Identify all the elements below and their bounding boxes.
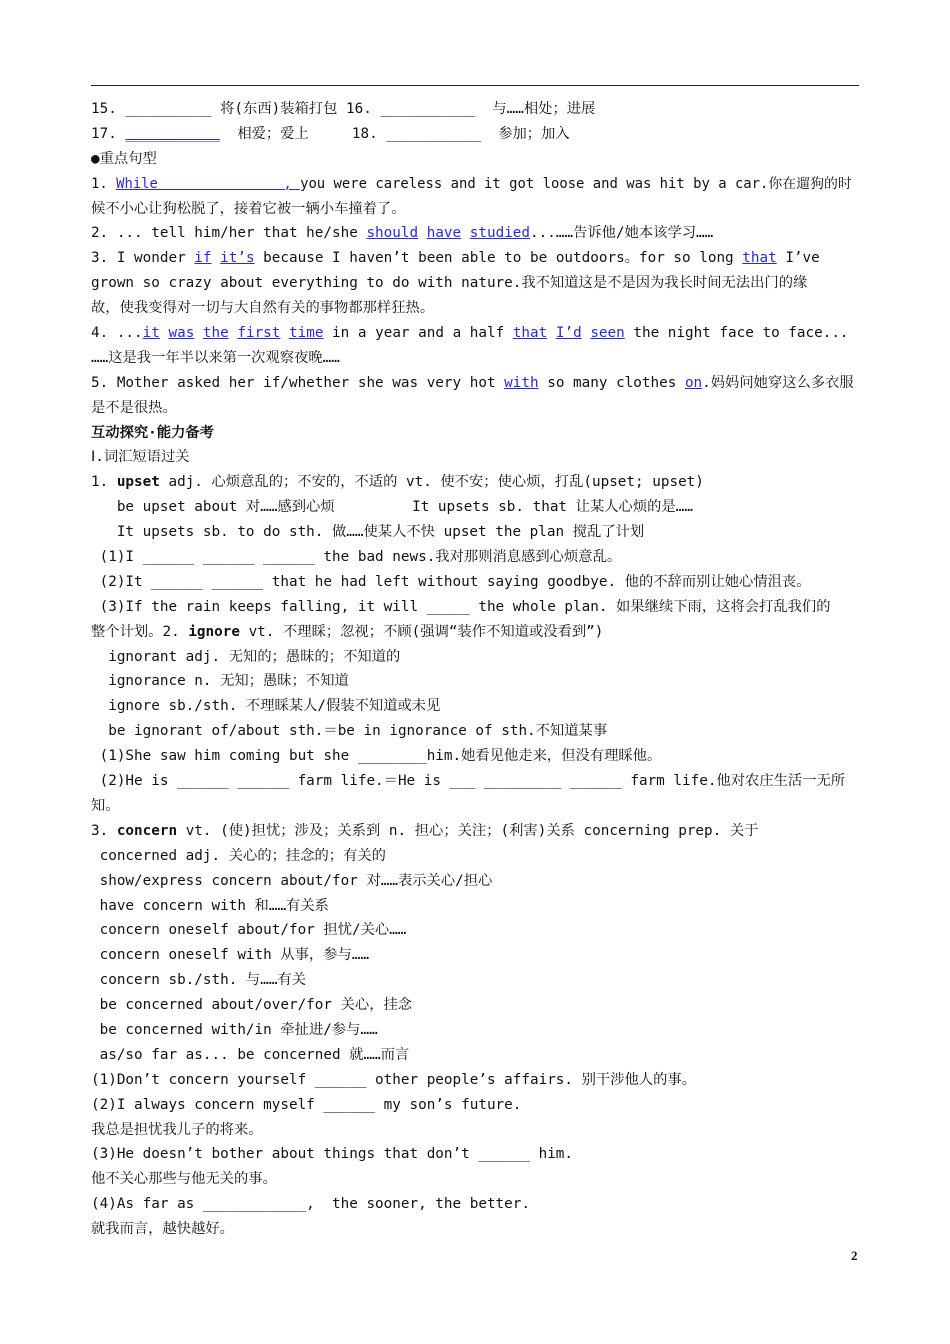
text-line [91,445,859,470]
text-line [91,968,859,993]
answer-fill: if [194,250,212,267]
text-segment: ignorant adj. 无知的；愚昧的；不知道的 [91,648,401,665]
text-segment [418,225,427,241]
text-line [91,595,859,620]
answer-fill: seen [590,325,625,342]
answer-fill: that [512,325,548,342]
answer-fill: the [202,325,229,342]
text-segment: you were careless and it got loose and was hit by a car.你在遛狗的时 [300,175,852,192]
text-segment: ignorance n. 无知；愚昧；不知道 [91,673,349,690]
text-line [91,520,859,545]
answer-fill: have [426,225,462,242]
answer-fill: with [504,374,539,391]
text-segment: (1)Don’t concern yourself ______ other people’s affairs. 别干涉他人的事。 [91,1071,696,1088]
text-segment: ……这是我一年半以来第一次观察夜晚…… [91,349,340,366]
keyword: upset [116,474,160,491]
text-line [91,396,859,421]
text-line [91,97,859,122]
text-segment: 3. I wonder [91,250,195,267]
text-line [91,769,859,794]
text-line [91,1043,859,1068]
answer-fill: on [684,374,703,391]
answer-fill: it [142,325,160,342]
text-line [91,172,859,197]
text-line [91,470,859,495]
text-segment: ...……告诉他/她本该学习…… [530,225,714,242]
answer-fill: ___________ [125,125,221,142]
text-segment: concerned adj. 关心的；挂念的；有关的 [91,847,386,864]
text-segment: 就我而言，越快越好。 [91,1221,234,1238]
text-line [91,669,859,694]
text-line [91,620,859,645]
answer-fill: studied [469,225,531,242]
text-line [91,296,859,321]
text-segment: ignore sb./sth. 不理睬某人/假装不知道或未见 [91,698,441,715]
text-line [91,1167,859,1192]
answer-fill: was [168,325,195,342]
text-segment: 是不是很热。 [91,399,177,416]
text-segment: be upset about 对……感到心烦 It upsets sb. that 让某人心烦的是…… [91,499,693,516]
text-line [91,918,859,943]
text-segment: (2)He is ______ ______ farm life.＝He is ___ _________ ______ farm life.他对农庄生活一无所 [91,773,846,790]
text-line [91,744,859,769]
keyword: ignore [188,623,240,640]
text-segment: show/express concern about/for 对……表示关心/担心 [91,872,493,889]
text-segment: adj. 心烦意乱的；不安的，不适的 vt. 使不安；使心烦，打乱(upset; upset) [159,474,704,491]
text-segment: I’ve [776,250,820,267]
text-line [91,819,859,844]
text-segment: (2)It ______ ______ that he had left without saying goodbye. 他的不辞而别让她心情沮丧。 [91,573,811,590]
text-segment: be concerned about/over/for 关心，挂念 [91,997,413,1014]
answer-fill: it’s [220,250,255,267]
text-line [91,894,859,919]
text-segment: 5. Mother asked her if/whether she was very hot [91,374,505,391]
text-segment: Ⅰ.词汇短语过关 [91,449,190,466]
text-segment: 2. ... tell him/her that he/she [91,225,367,242]
text-line [91,794,859,819]
answer-fill: time [289,325,324,342]
text-segment: vt. 不理睬；忽视；不顾(强调“装作不知道或没看到”) [239,623,604,640]
text-segment [212,250,221,266]
text-segment [461,225,470,241]
answer-fill: While , [116,175,301,192]
text-line [91,122,859,147]
text-segment: concern sb./sth. 与……有关 [91,972,307,989]
text-line [91,346,859,371]
text-line [91,1018,859,1043]
text-line [91,221,859,246]
text-segment: so many clothes [538,374,685,391]
text-segment: (1)I ______ ______ ______ the bad news.我对那则消息感到心烦意乱。 [91,549,622,566]
text-segment: (1)She saw him coming but she ________him.她看见他走来，但没有理睬他。 [91,748,662,765]
answer-fill: I’d [555,325,582,342]
header-rule [91,85,859,86]
text-segment: 1. [91,175,117,192]
text-line [91,1192,859,1217]
text-segment: 4. ... [91,325,143,342]
text-segment [194,325,203,341]
text-segment: It upsets sb. to do sth. 做……使某人不快 upset the plan 搅乱了计划 [91,524,645,541]
text-segment: ●重点句型 [91,150,157,167]
text-line [91,197,859,222]
text-segment: vt. (使)担忧；涉及；关系到 n. 担心；关注；(利害)关系 concerning prep. 关于 [177,822,759,839]
text-line [91,869,859,894]
answer-fill: that [742,250,777,267]
text-segment: be ignorant of/about sth.＝be in ignorance of sth.不知道某事 [91,723,608,740]
text-line [91,147,859,172]
text-segment: be concerned with/in 牵扯进/参与…… [91,1021,378,1038]
text-line [91,271,859,296]
text-line [91,545,859,570]
text-segment: as/so far as... be concerned 就……而言 [91,1046,410,1063]
text-segment: grown so crazy about everything to do with nature.我不知道这是不是因为我长时间无法出门的缘 [91,275,808,292]
text-segment: 故，使我变得对一切与大自然有关的事物都那样狂热。 [91,300,435,317]
text-segment: 相爱；爱上 18. ___________ 参加；加入 [220,125,570,142]
keyword: concern [116,822,178,839]
text-line [91,1118,859,1143]
text-segment: in a year and a half [323,325,513,342]
text-line [91,1093,859,1118]
text-segment: have concern with 和……有关系 [91,897,329,914]
document-body [91,97,859,1242]
text-segment: 17. [91,125,126,142]
text-segment: 候不小心让狗松脱了，接着它被一辆小车撞着了。 [91,200,406,217]
text-segment: because I haven’t been able to be outdoors。for so long [254,250,743,267]
text-segment: (3)If the rain keeps falling, it will _____ the whole plan. 如果继续下雨，这将会打乱我们的 [91,598,831,615]
text-segment: 知。 [91,797,120,814]
text-segment: (3)He doesn’t bother about things that don’t ______ him. [91,1146,574,1163]
text-segment: 1. [91,474,117,491]
answer-fill: should [366,225,419,242]
text-segment [547,325,556,341]
text-line [91,495,859,520]
text-segment [280,325,289,341]
text-line [91,943,859,968]
text-line [91,246,859,271]
text-line [91,421,859,446]
text-segment: (2)I always concern myself ______ my son’s future. [91,1096,522,1113]
text-line [91,844,859,869]
text-line [91,719,859,744]
text-line [91,1068,859,1093]
text-line [91,993,859,1018]
keyword: 互动探究·能力备考 [91,424,214,441]
text-line [91,645,859,670]
text-line [91,1142,859,1167]
text-line [91,371,859,396]
text-segment: concern oneself about/for 担忧/关心…… [91,922,407,939]
text-segment: 我总是担忧我儿子的将来。 [91,1121,263,1138]
text-segment: (4)As far as ____________, the sooner, the better. [91,1196,530,1213]
text-segment: 他不关心那些与他无关的事。 [91,1171,277,1188]
text-segment: 整个计划。2. [91,623,189,640]
page-number: 2 [851,1248,858,1263]
text-segment: 15. __________ 将(东西)装箱打包 16. ___________ 与……相处；进展 [91,101,596,117]
text-segment: .妈妈问她穿这么多衣服 [702,374,854,391]
answer-fill: first [237,325,281,342]
text-line [91,570,859,595]
text-line [91,1217,859,1242]
text-line [91,321,859,346]
text-segment: 3. [91,822,117,839]
text-line [91,694,859,719]
text-segment: concern oneself with 从事，参与…… [91,947,370,964]
text-segment: the night face to face... [624,325,849,342]
